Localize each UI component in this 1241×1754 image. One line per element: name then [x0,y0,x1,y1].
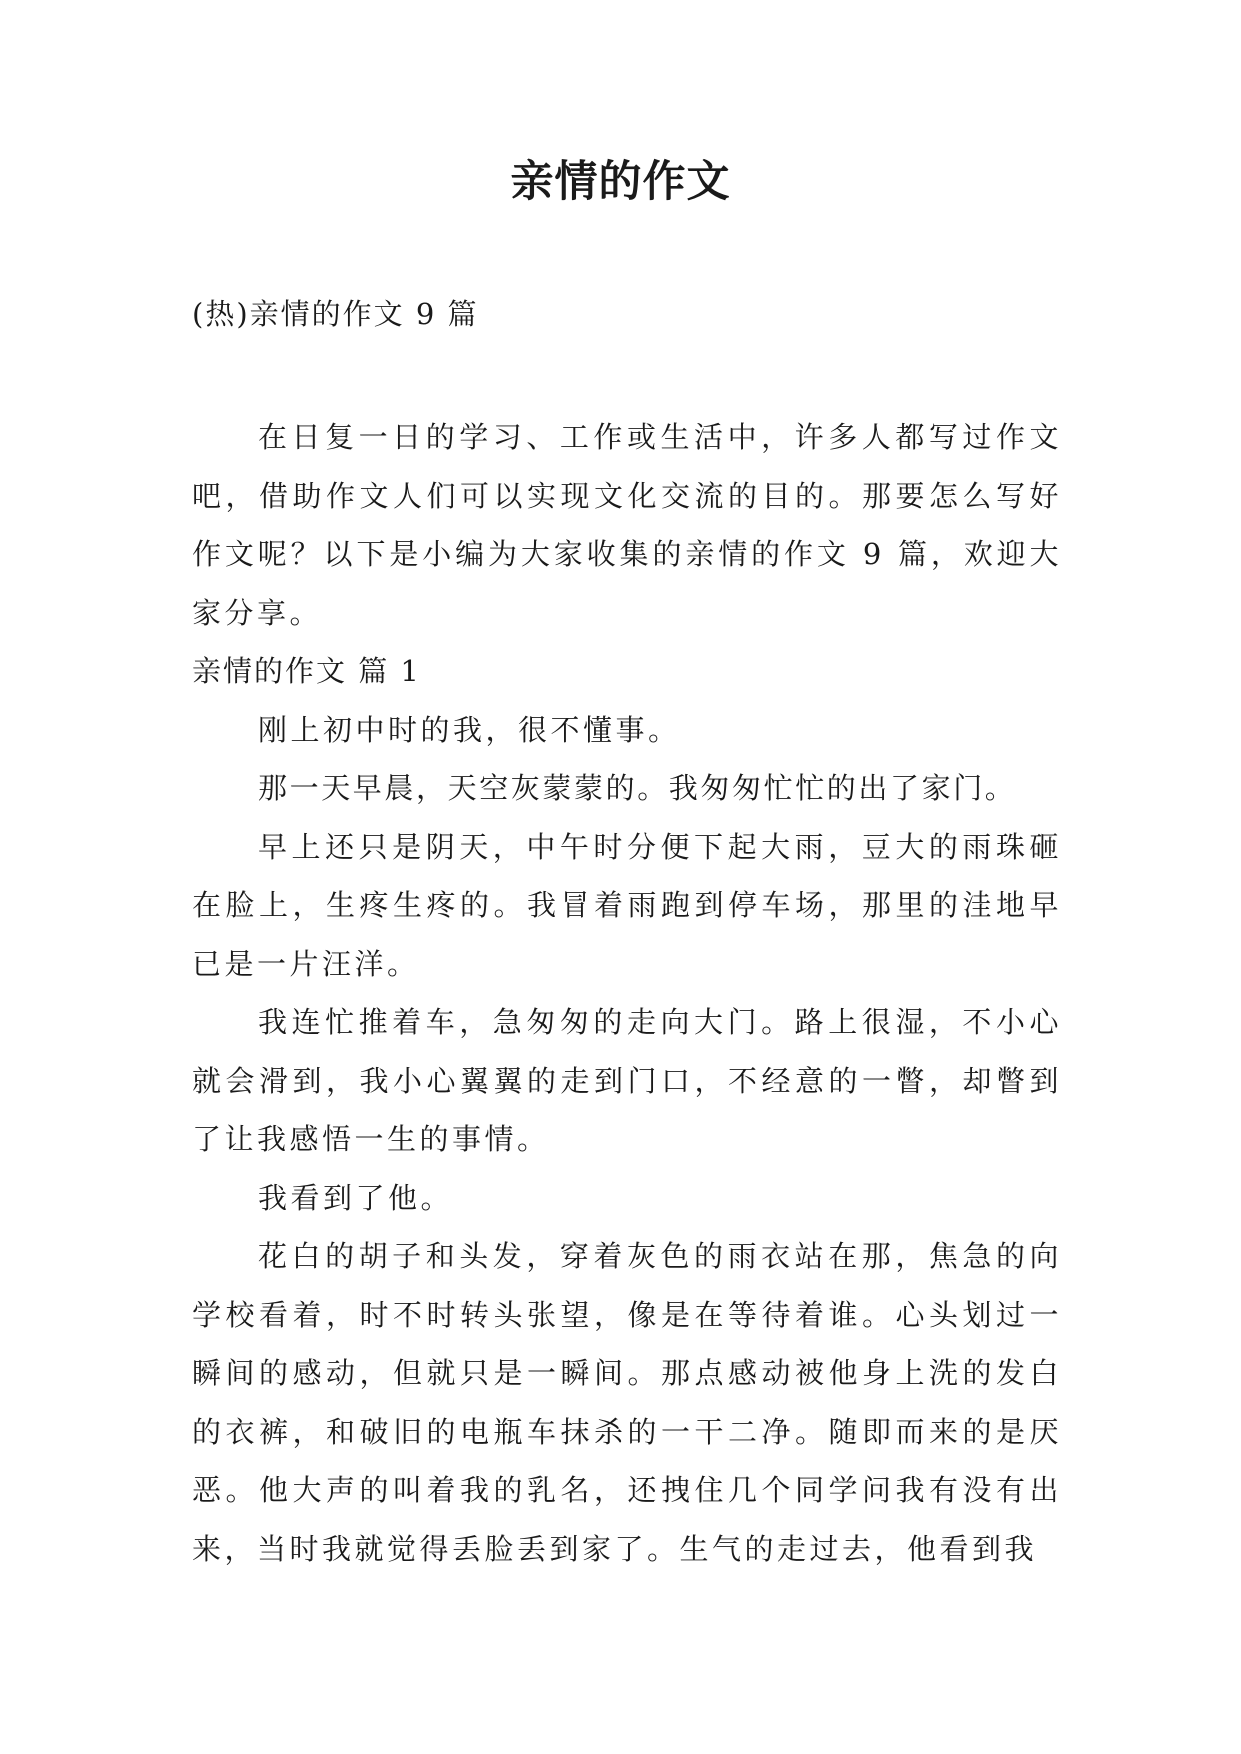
body-paragraph: 我连忙推着车，急匆匆的走向大门。路上很湿，不小心就会滑到，我小心翼翼的走到门口，不经意的一瞥，却瞥到了让我感悟一生的事情。 [192,1005,1062,1156]
document-subtitle: (热)亲情的作文 9 篇 [192,297,479,331]
body-paragraph: 我看到了他。 [258,1180,454,1215]
document-title: 亲情的作文 [510,157,731,207]
body-paragraph: 那一天早晨，天空灰蒙蒙的。我匆匆忙忙的出了家门。 [258,771,1017,805]
body-paragraph: 花白的胡子和头发，穿着灰色的雨衣站在那，焦急的向学校看着，时不时转头张望，像是在等待着谁。心头划过一瞬间的感动，但就只是一瞬间。那点感动被他身上洗的发白的衣裤，和破旧的电瓶车抹杀的一干二净。随即而来的是厌恶。他大声的叫着我的乳名，还拽住几个同学问我有没有出来，当时我就觉得丢脸丢到家了。生气的走过去，他看到我 [192,1239,1062,1566]
section-heading: 亲情的作文 篇 1 [192,654,421,688]
body-paragraph: 刚上初中时的我，很不懂事。 [258,712,681,747]
intro-paragraph: 在日复一日的学习、工作或生活中，许多人都写过作文吧，借助作文人们可以实现文化交流的目的。那要怎么写好作文呢？以下是小编为大家收集的亲情的作文 9 篇，欢迎大家分享。 [192,420,1062,630]
document-body [192,408,1062,1578]
body-paragraph: 早上还只是阴天，中午时分便下起大雨，豆大的雨珠砸在脸上，生疼生疼的。我冒着雨跑到停车场，那里的洼地早已是一片汪洋。 [192,829,1062,981]
